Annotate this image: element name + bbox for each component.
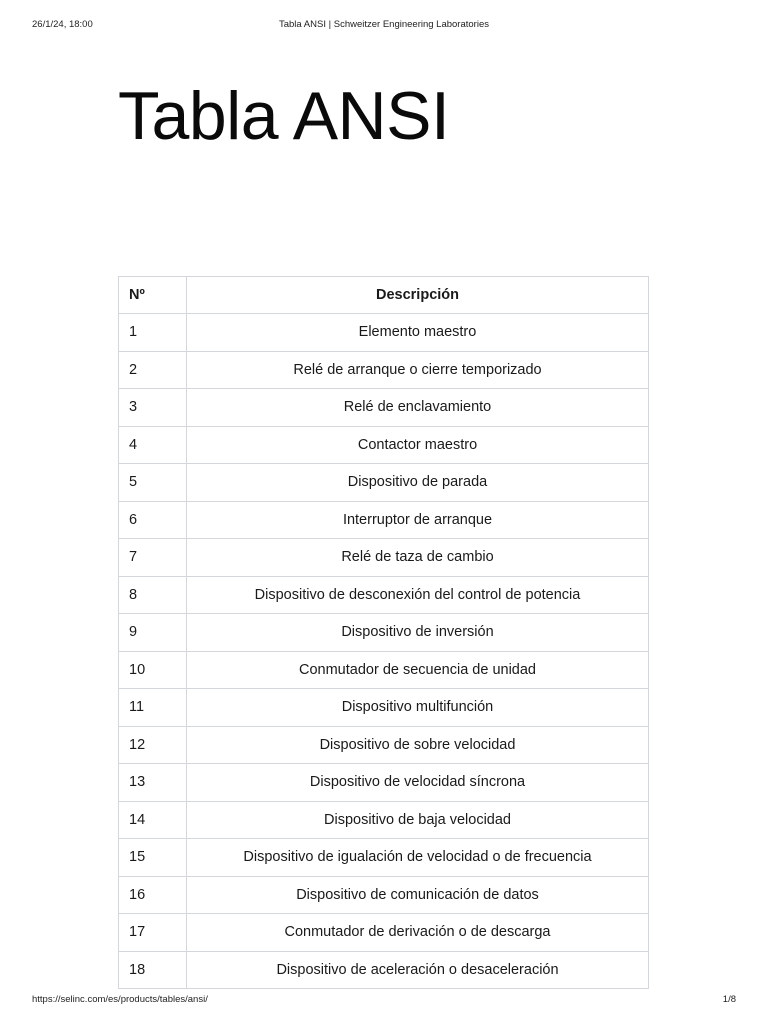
row-number: 2 — [119, 351, 187, 389]
row-number: 16 — [119, 876, 187, 914]
table-row — [119, 576, 649, 614]
row-number: 15 — [119, 839, 187, 877]
table-row — [119, 651, 649, 689]
row-number: 5 — [119, 464, 187, 502]
row-description: Dispositivo de parada — [187, 464, 649, 502]
row-number: 13 — [119, 764, 187, 802]
print-date: 26/1/24, 18:00 — [32, 19, 93, 30]
row-description: Relé de enclavamiento — [187, 389, 649, 427]
table-row — [119, 801, 649, 839]
row-number: 14 — [119, 801, 187, 839]
print-header — [32, 19, 736, 31]
row-description: Elemento maestro — [187, 314, 649, 352]
row-description: Dispositivo de desconexión del control de potencia — [187, 576, 649, 614]
row-number: 10 — [119, 651, 187, 689]
row-description: Interruptor de arranque — [187, 501, 649, 539]
row-description: Dispositivo de velocidad síncrona — [187, 764, 649, 802]
table-row — [119, 876, 649, 914]
row-number: 8 — [119, 576, 187, 614]
table-row — [119, 914, 649, 952]
column-header-number: Nº — [119, 277, 187, 314]
row-number: 18 — [119, 951, 187, 989]
table-row — [119, 951, 649, 989]
row-description: Dispositivo de baja velocidad — [187, 801, 649, 839]
row-description: Conmutador de secuencia de unidad — [187, 651, 649, 689]
row-number: 1 — [119, 314, 187, 352]
row-description: Relé de taza de cambio — [187, 539, 649, 577]
table-row — [119, 351, 649, 389]
print-document-title: Tabla ANSI | Schweitzer Engineering Laboratories — [278, 19, 489, 30]
table-row — [119, 839, 649, 877]
table-row — [119, 501, 649, 539]
table-row — [119, 614, 649, 652]
row-number: 3 — [119, 389, 187, 427]
table-row — [119, 426, 649, 464]
table-row — [119, 689, 649, 727]
row-number: 6 — [119, 501, 187, 539]
column-header-description: Descripción — [187, 277, 649, 314]
row-description: Contactor maestro — [187, 426, 649, 464]
row-description: Dispositivo de sobre velocidad — [187, 726, 649, 764]
table-header-row — [119, 277, 649, 314]
source-url[interactable]: https://selinc.com/es/products/tables/ansi/ — [32, 994, 208, 1005]
table-row — [119, 464, 649, 502]
row-description: Conmutador de derivación o de descarga — [187, 914, 649, 952]
print-footer — [32, 994, 736, 1006]
row-description: Dispositivo de inversión — [187, 614, 649, 652]
row-number: 11 — [119, 689, 187, 727]
table-row — [119, 314, 649, 352]
page-title: Tabla ANSI — [118, 78, 450, 154]
row-number: 12 — [119, 726, 187, 764]
table-header — [119, 277, 649, 314]
row-description: Dispositivo de comunicación de datos — [187, 876, 649, 914]
table-body — [119, 314, 649, 989]
table-row — [119, 726, 649, 764]
row-number: 7 — [119, 539, 187, 577]
row-description: Dispositivo de igualación de velocidad o de frecuencia — [187, 839, 649, 877]
table-row — [119, 539, 649, 577]
table-row — [119, 764, 649, 802]
row-number: 17 — [119, 914, 187, 952]
row-number: 9 — [119, 614, 187, 652]
table-row — [119, 389, 649, 427]
ansi-table — [118, 276, 649, 989]
row-description: Dispositivo de aceleración o desaceleración — [187, 951, 649, 989]
row-description: Relé de arranque o cierre temporizado — [187, 351, 649, 389]
row-description: Dispositivo multifunción — [187, 689, 649, 727]
row-number: 4 — [119, 426, 187, 464]
page-indicator: 1/8 — [722, 994, 736, 1005]
